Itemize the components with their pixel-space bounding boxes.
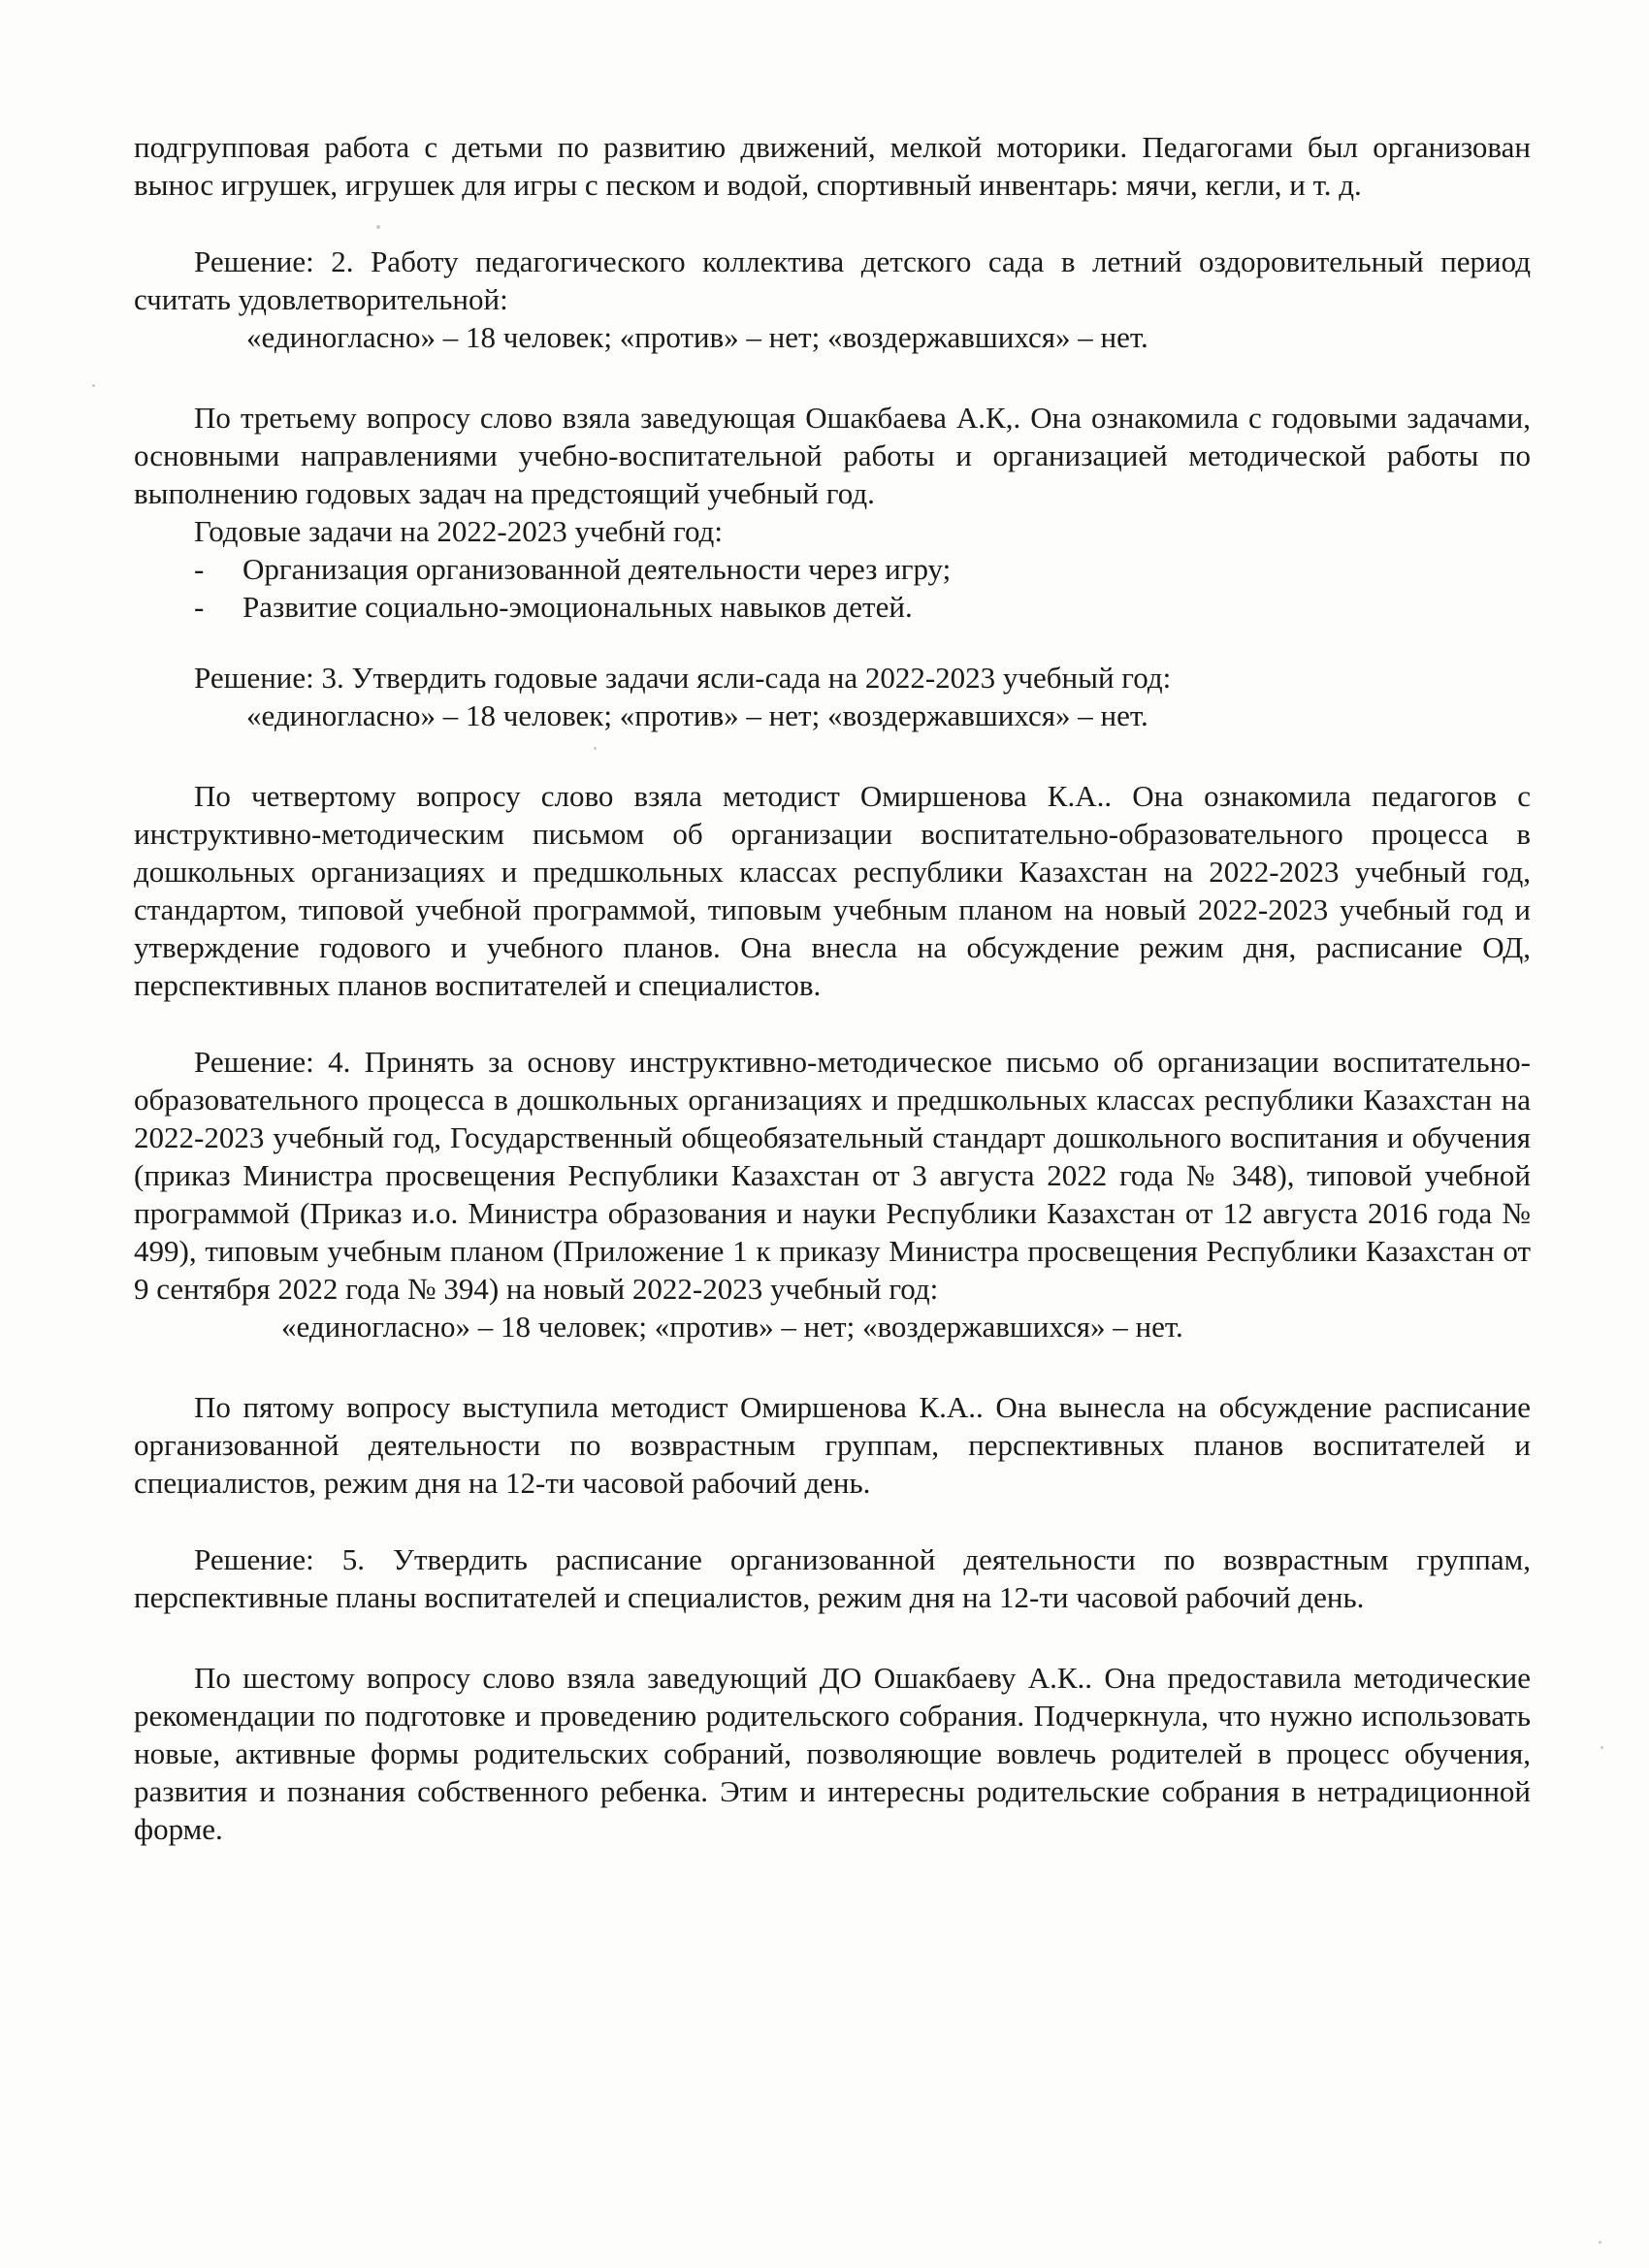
list-item-text: Организация организованной деятельности через игру; bbox=[242, 552, 952, 586]
paragraph-decision-4: Решение: 4. Принять за основу инструктивно-методическое письмо об организации воспитательно-образовательного процесса в дошкольных организациях и предшкольных классах республики Казахстан на 2022-2023 учебный год, Государственный общеобязательный стандарт дошкольного воспитания и обучения (приказ Министра просвещения Республики Казахстан от 3 августа 2022 года № 348), типовой учебной программой (Приказ и.о. Министра образования и науки Республики Казахстан от 12 августа 2016 года № 499), типовым учебным планом (Приложение 1 к приказу Министра просвещения Республики Казахстан от 9 сентября 2022 года № 394) на новый 2022-2023 учебный год: bbox=[134, 1045, 1531, 1306]
paragraph-decision-2: Решение: 2. Работу педагогического коллектива детского сада в летний оздоровительный период считать удовлетворительной: bbox=[134, 244, 1531, 316]
paragraph-decision-5: Решение: 5. Утвердить расписание организованной деятельности по возврастным группам, перспективные планы воспитателей и специалистов, режим дня на 12-ти часовой рабочий день. bbox=[134, 1542, 1531, 1614]
scan-speck bbox=[1599, 2241, 1601, 2244]
paragraph-decision-3: Решение: 3. Утвердить годовые задачи ясли-сада на 2022-2023 учебный год: bbox=[194, 661, 1172, 695]
annual-tasks-heading: Годовые задачи на 2022-2023 учебнй год: bbox=[194, 514, 723, 548]
scan-speck bbox=[1600, 1746, 1603, 1749]
paragraph-question-4: По четвертому вопросу слово взяла методист Омиршенова К.А.. Она ознакомила педагогов с инструктивно-методическим письмом об организации воспитательно-образовательного процесса в дошкольных организациях и предшкольных классах республики Казахстан на 2022-2023 учебный год, стандартом, типовой учебной программой, типовым учебным планом на новый 2022-2023 учебный год и утверждение годового и учебного планов. Она внесла на обсуждение режим дня, расписание ОД, перспективных планов воспитателей и специалистов. bbox=[134, 779, 1531, 1002]
scan-speck bbox=[92, 384, 95, 387]
list-dash: - bbox=[194, 590, 205, 624]
annual-tasks-list bbox=[134, 550, 1531, 626]
list-dash: - bbox=[194, 552, 205, 586]
vote-result-4: «единогласно» – 18 человек; «против» – нет; «воздержавшихся» – нет. bbox=[281, 1310, 1183, 1344]
vote-result-3: «единогласно» – 18 человек; «против» – нет; «воздержавшихся» – нет. bbox=[246, 698, 1148, 732]
paragraph-summer-work: подгрупповая работа с детьми по развитию движений, мелкой моторики. Педагогами был организован вынос игрушек, игрушек для игры с песком и водой, спортивный инвентарь: мячи, кегли, и т. д. bbox=[134, 130, 1531, 202]
list-item bbox=[134, 588, 1531, 626]
list-item bbox=[134, 550, 1531, 588]
paragraph-question-5: По пятому вопросу выступила методист Омиршенова К.А.. Она вынесла на обсуждение расписание организованной деятельности по возврастным группам, перспективных планов воспитателей и специалистов, режим дня на 12-ти часовой рабочий день. bbox=[134, 1390, 1531, 1500]
list-item-text: Развитие социально-эмоциональных навыков детей. bbox=[242, 590, 913, 624]
document-body bbox=[134, 128, 1531, 1848]
paragraph-question-3: По третьему вопросу слово взяла заведующая Ошакбаева А.К,. Она ознакомила с годовыми задачами, основными направлениями учебно-воспитательной работы и организацией методической работы по выполнению годовых задач на предстоящий учебный год. bbox=[134, 401, 1531, 510]
vote-result-2: «единогласно» – 18 человек; «против» – нет; «воздержавшихся» – нет. bbox=[246, 320, 1148, 354]
paragraph-question-6: По шестому вопросу слово взяла заведующий ДО Ошакбаеву А.К.. Она предоставила методические рекомендации по подготовке и проведению родительского собрания. Подчеркнула, что нужно использовать новые, активные формы родительских собраний, позволяющие вовлечь родителей в процесс обучения, развития и познания собственного ребенка. Этим и интересны родительские собрания в нетрадиционной форме. bbox=[134, 1661, 1531, 1846]
